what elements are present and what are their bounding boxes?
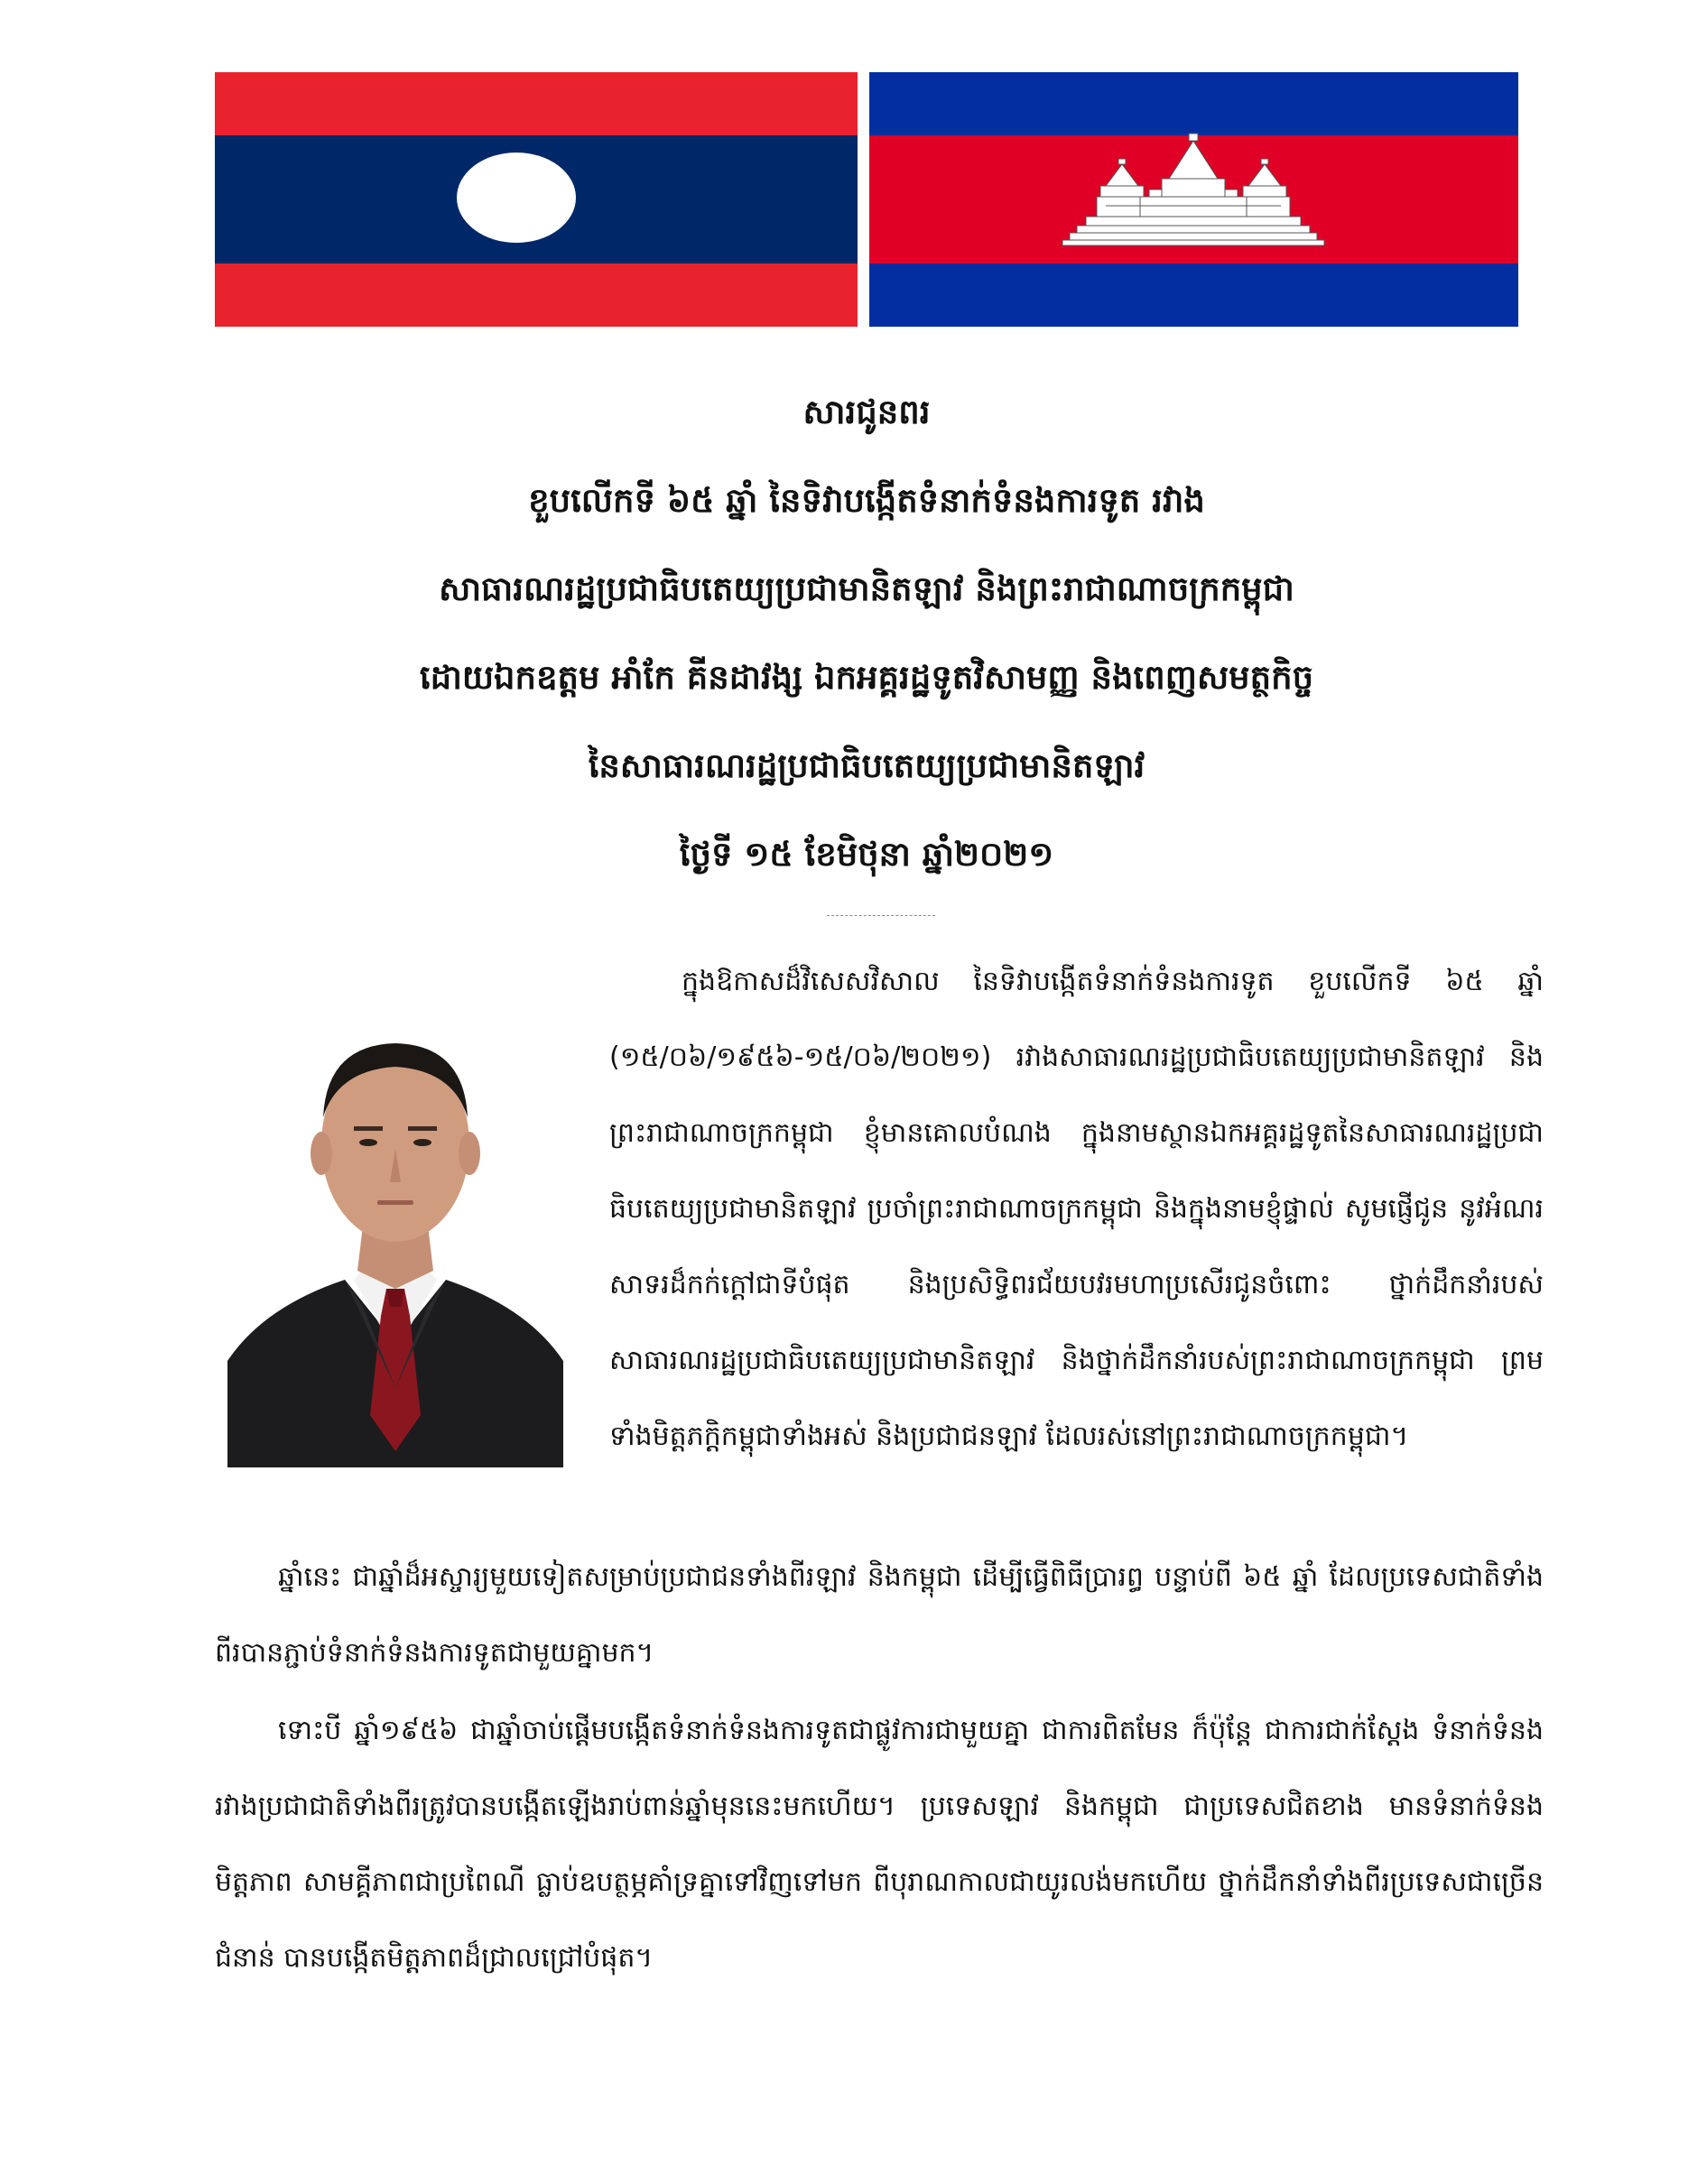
heading-date: ថ្ងៃទី ១៥ ខែមិថុនា ឆ្នាំ២០២១ <box>679 835 1054 874</box>
heading-title: សារជូនពរ <box>802 393 931 431</box>
separator-line <box>827 915 935 916</box>
heading-anniversary: ខួបលើកទី ៦៥ ឆ្នាំ នៃទិវាបង្កើតទំនាក់ទំនងការទូត រវាង <box>528 481 1205 520</box>
document-heading <box>215 368 1518 899</box>
cambodia-flag-graphic <box>869 72 1518 327</box>
portrait-image <box>227 964 563 1467</box>
body-paragraph-3: ទោះបី ឆ្នាំ១៩៥៦ ជាឆ្នាំចាប់ផ្តើមបង្កើតទំនាក់ទំនងការទូតជាផ្លូវការជាមួយគ្នា ជាការពិតមែន ក៏ប៉ុន្តែ ជាការជាក់ស្តែង ទំនាក់ទំនងរវាងប្រជាជាតិទាំងពីរត្រូវបានបង្កើតឡើងរាប់ពាន់ឆ្នាំមុននេះមកហើយ។ ប្រទេសឡាវ និងកម្ពុជា ជាប្រទេសជិតខាង មានទំនាក់ទំនងមិត្តភាព សាមគ្គីភាពជាប្រពៃណី ធ្លាប់ឧបត្ថម្ភគាំទ្រគ្នាទៅវិញទៅមក ពីបុរាណកាលជាយូរលង់មកហើយ ថ្នាក់ដឹកនាំទាំងពីរប្រទេសជាច្រើនជំនាន់ បានបង្កើតមិត្តភាពដ៏ជ្រាលជ្រៅបំផុត។ <box>215 1715 1544 1974</box>
body-paragraph-2: ឆ្នាំនេះ ជាឆ្នាំដ៏អស្ចារ្យមួយទៀតសម្រាប់ប្រជាជនទាំងពីរឡាវ និងកម្ពុជា ដើម្បីធ្វើពិធីប្រារព្ធ បន្ទាប់ពី ៦៥ ឆ្នាំ ដែលប្រទេសជាតិទាំងពីរបានភ្ជាប់ទំនាក់ទំនងការទូតជាមួយគ្នាមក។ <box>215 1561 1544 1669</box>
body-paragraph-1: ក្នុងឱកាសដ៏វិសេសវិសាល នៃទិវាបង្កើតទំនាក់ទំនងការទូត ខួបលើកទី ៦៥ ឆ្នាំ (១៥/០៦/១៩៥៦-១៥/០៦/២០២១) រវាងសាធារណរដ្ឋប្រជាធិបតេយ្យប្រជាមានិតឡាវ និងព្រះរាជាណាចក្រកម្ពុជា ខ្ញុំមានគោលបំណង ក្នុងនាមស្ថានឯកអគ្គរដ្ឋទូតនៃសាធារណរដ្ឋប្រជាធិបតេយ្យប្រជាមានិតឡាវ ប្រចាំព្រះរាជាណាចក្រកម្ពុជា និងក្នុងនាមខ្ញុំផ្ទាល់ សូមផ្ញើជូន នូវអំណរសាទរដ៏កក់ក្តៅជាទីបំផុត និងប្រសិទ្ធិពរជ័យបវរមហាប្រសើរជូនចំពោះ ថ្នាក់ដឹកនាំរបស់ សាធារណរដ្ឋប្រជាធិបតេយ្យប្រជាមានិតឡាវ និងថ្នាក់ដឹកនាំរបស់ព្រះរាជាណាចក្រកម្ពុជា ព្រមទាំងមិត្តភក្តិកម្ពុជាទាំងអស់ និងប្រជាជនឡាវ ដែលរស់នៅព្រះរាជាណាចក្រកម្ពុជា។ <box>609 966 1544 1452</box>
laos-flag-graphic <box>215 72 858 327</box>
heading-author-country: នៃសាធារណរដ្ឋប្រជាធិបតេយ្យប្រជាមានិតឡាវ <box>588 746 1145 785</box>
heading-author: ដោយឯកឧត្តម អាំកែ គីនដាវង្ស ឯកអគ្គរដ្ឋទូតវិសាមញ្ញ និងពេញសមត្ថកិច្ច <box>419 658 1314 697</box>
heading-countries: សាធារណរដ្ឋប្រជាធិបតេយ្យប្រជាមានិតឡាវ និងព្រះរាជាណាចក្រកម្ពុជា <box>439 569 1294 608</box>
cambodia-flag <box>869 72 1518 327</box>
laos-flag <box>215 72 858 327</box>
ambassador-portrait <box>227 964 563 1467</box>
flags-banner <box>215 72 1518 327</box>
